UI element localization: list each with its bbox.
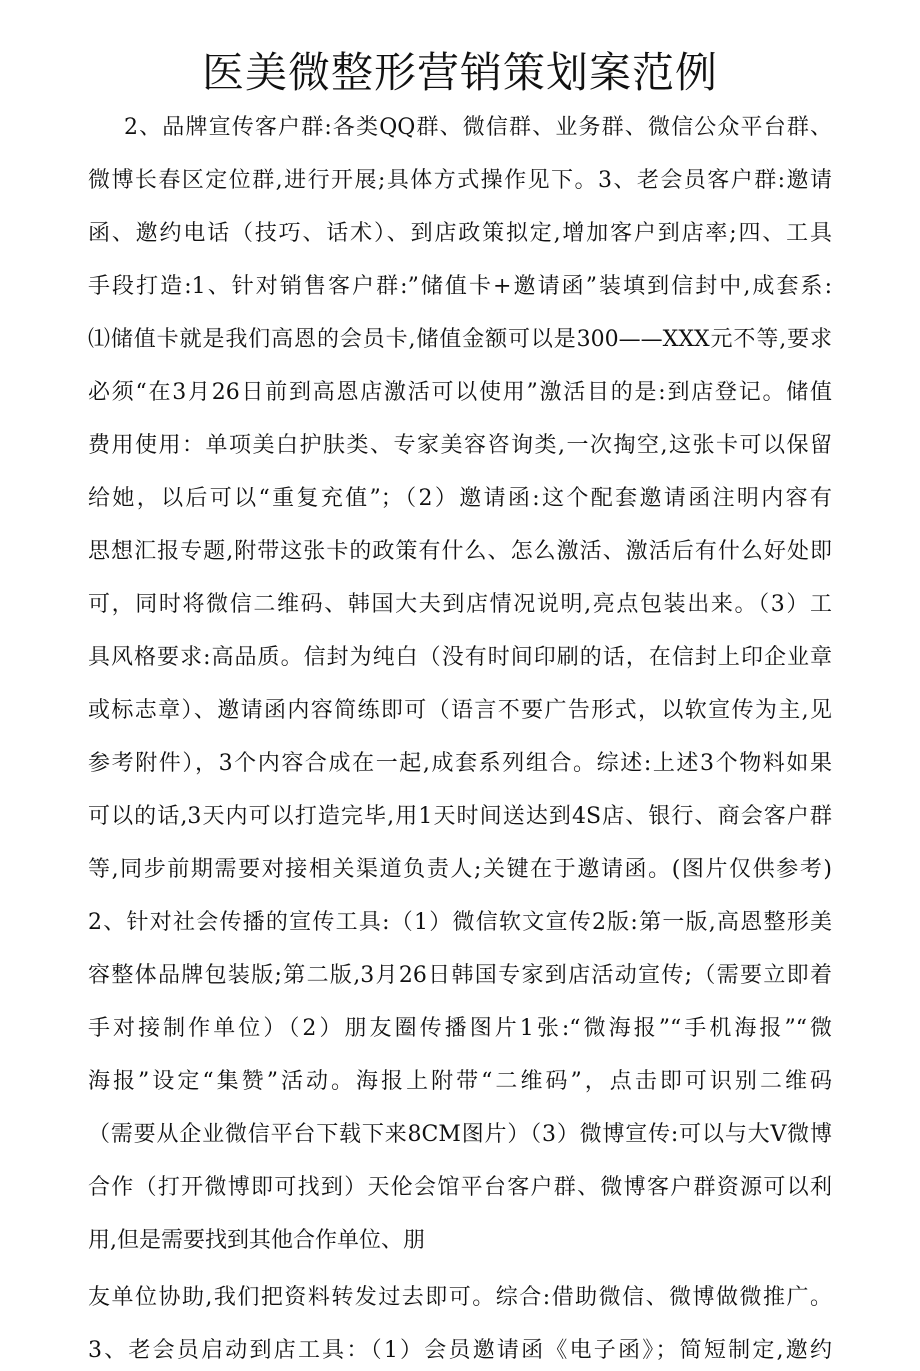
- body-line-9: 思想汇报专题,附带这张卡的政策有什么、怎么激活、激活后有什么好处即: [88, 539, 832, 564]
- body-line-17: 容整体品牌包装版;第二版,3月26日韩国专家到店活动宣传;（需要立即着: [88, 963, 832, 988]
- body-line-11: 具风格要求:高品质。信封为纯白（没有时间印刷的话，在信封上印企业章: [88, 645, 832, 670]
- document-title: 医美微整形营销策划案范例: [201, 48, 718, 97]
- body-line-15: 等,同步前期需要对接相关渠道负责人;关键在于邀请函。(图片仅供参考): [88, 857, 832, 882]
- body-line-2: 微博长春区定位群,进行开展;具体方式操作见下。3、老会员客户群:邀请: [88, 168, 832, 193]
- body-line-22: 用,但是需要找到其他合作单位、朋: [88, 1228, 425, 1253]
- body-line-19: 海报”设定“集赞”活动。海报上附带“二维码”，点击即可识别二维码: [88, 1069, 832, 1094]
- body-line-16: 2、针对社会传播的宣传工具:（1）微信软文宣传2版:第一版,高恩整形美: [88, 910, 832, 935]
- body-line-21: 合作（打开微博即可找到）天伦会馆平台客户群、微博客户群资源可以利: [88, 1175, 832, 1200]
- body-line-10: 可，同时将微信二维码、韩国大夫到店情况说明,亮点包装出来。（3）工: [88, 592, 832, 617]
- body-line-5: ⑴储值卡就是我们高恩的会员卡,储值金额可以是300——XXX元不等,要求: [88, 327, 832, 352]
- body-line-4: 手段打造:1、针对销售客户群:”储值卡+邀请函”装填到信封中,成套系:: [88, 274, 832, 299]
- body-line-24: 3、老会员启动到店工具：（1）会员邀请函《电子函》；简短制定,邀约: [88, 1338, 832, 1363]
- body-line-6: 必须“在3月26日前到高恩店激活可以使用”激活目的是:到店登记。储值: [88, 380, 832, 405]
- body-line-3: 函、邀约电话（技巧、话术）、到店政策拟定,增加客户到店率;四、工具: [88, 221, 832, 246]
- body-line-8: 给她，以后可以“重复充值”；（2）邀请函:这个配套邀请函注明内容有: [88, 486, 832, 511]
- body-line-14: 可以的话,3天内可以打造完毕,用1天时间送达到4S店、银行、商会客户群: [88, 804, 832, 829]
- body-line-1: 2、品牌宣传客户群:各类QQ群、微信群、业务群、微信公众平台群、: [124, 115, 832, 140]
- body-line-13: 参考附件），3个内容合成在一起,成套系列组合。综述:上述3个物料如果: [88, 751, 832, 776]
- body-line-23: 友单位协助,我们把资料转发过去即可。综合:借助微信、微博做微推广。: [88, 1285, 832, 1310]
- body-line-18: 手对接制作单位）（2）朋友圈传播图片1张:“微海报”“手机海报”“微: [88, 1016, 832, 1041]
- body-line-12: 或标志章）、邀请函内容简练即可（语言不要广告形式，以软宣传为主,见: [88, 698, 832, 723]
- body-line-7: 费用使用：单项美白护肤类、专家美容咨询类,一次掏空,这张卡可以保留: [88, 433, 832, 458]
- body-line-20: （需要从企业微信平台下载下来8CM图片）（3）微博宣传:可以与大V微博: [88, 1122, 832, 1147]
